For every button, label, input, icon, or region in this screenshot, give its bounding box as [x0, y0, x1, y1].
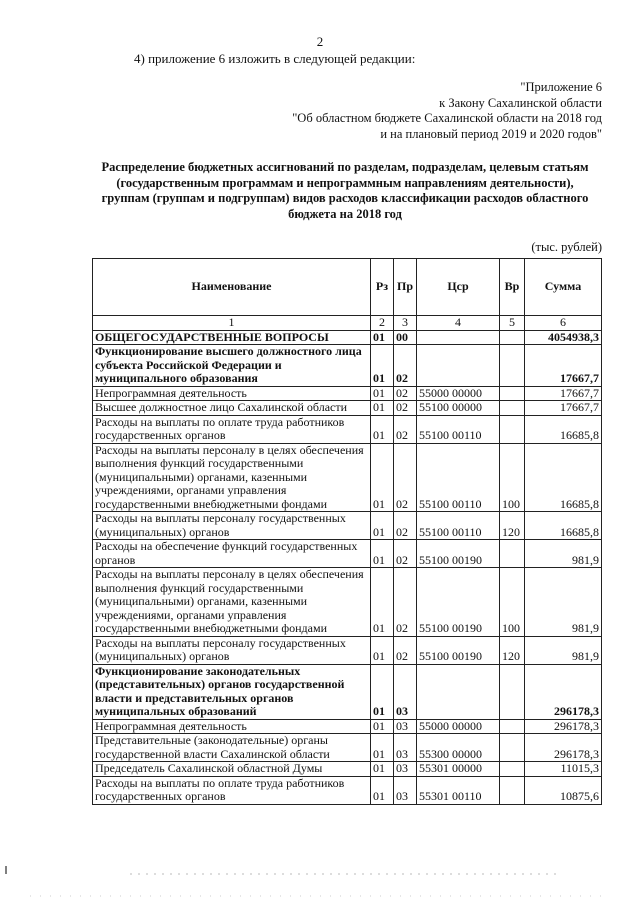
- cell-pr: 02: [394, 636, 417, 664]
- cell-rz: 01: [371, 330, 394, 345]
- appendix-reference: [292, 80, 602, 142]
- cell-sum: 16685,8: [525, 512, 602, 540]
- cell-csr: 55100 00110: [417, 443, 500, 512]
- cell-csr: 55100 00000: [417, 401, 500, 416]
- units-label: (тыс. рублей): [531, 240, 602, 254]
- header-pr: Пр: [394, 259, 417, 316]
- cell-vr: [500, 664, 525, 719]
- cell-rz: 01: [371, 762, 394, 777]
- cell-name: Расходы на выплаты персоналу государственных (муниципальных) органов: [93, 636, 371, 664]
- cell-rz: 01: [371, 512, 394, 540]
- table-row: [93, 443, 602, 512]
- cell-name: Расходы на выплаты персоналу в целях обеспечения выполнения функций государственными (муниципальными) органами, казенными учреждениями, органами управления государственными внебюджетными фондами: [93, 568, 371, 637]
- column-number: 2: [371, 316, 394, 331]
- header-sum: Сумма: [525, 259, 602, 316]
- header-vr: Вр: [500, 259, 525, 316]
- cell-vr: [500, 386, 525, 401]
- cell-sum: 296178,3: [525, 734, 602, 762]
- column-number-row: [93, 316, 602, 331]
- cell-csr: 55100 00110: [417, 512, 500, 540]
- cell-name: Расходы на обеспечение функций государственных органов: [93, 540, 371, 568]
- cell-pr: 03: [394, 762, 417, 777]
- appendix-line: "Об областном бюджете Сахалинской области на 2018 год: [292, 111, 602, 125]
- table-header-row: [93, 259, 602, 316]
- cell-vr: 100: [500, 568, 525, 637]
- cell-vr: [500, 540, 525, 568]
- cell-sum: 16685,8: [525, 443, 602, 512]
- table-row: [93, 664, 602, 719]
- cell-sum: 17667,7: [525, 345, 602, 387]
- cell-rz: 01: [371, 386, 394, 401]
- table-row: [93, 401, 602, 416]
- cell-csr: 55100 00190: [417, 568, 500, 637]
- cell-vr: 120: [500, 636, 525, 664]
- column-number: 1: [93, 316, 371, 331]
- cell-csr: 55300 00000: [417, 734, 500, 762]
- title-line: (государственным программам и непрограммным направлениям деятельности),: [116, 175, 574, 190]
- cell-vr: 120: [500, 512, 525, 540]
- cell-pr: 03: [394, 776, 417, 804]
- intro-text: 4) приложение 6 изложить в следующей редакции:: [134, 51, 416, 66]
- cell-rz: 01: [371, 776, 394, 804]
- cell-rz: 01: [371, 540, 394, 568]
- cell-sum: 296178,3: [525, 719, 602, 734]
- title-line: Распределение бюджетных ассигнований по разделам, подразделам, целевым статьям: [101, 160, 589, 174]
- scan-artifacts: [0, 862, 640, 902]
- cell-name: Расходы на выплаты персоналу в целях обеспечения выполнения функций государственными (муниципальными) органами, казенными учреждениями, органами управления государственными внебюджетными фондами: [93, 443, 371, 512]
- header-rz: Рз: [371, 259, 394, 316]
- cell-pr: 02: [394, 540, 417, 568]
- cell-pr: 02: [394, 568, 417, 637]
- cell-pr: 02: [394, 415, 417, 443]
- cell-name: Функционирование высшего должностного лица субъекта Российской Федерации и муниципального образования: [93, 345, 371, 387]
- cell-rz: 01: [371, 415, 394, 443]
- cell-rz: 01: [371, 443, 394, 512]
- cell-pr: 02: [394, 443, 417, 512]
- cell-sum: 17667,7: [525, 386, 602, 401]
- table-row: [93, 719, 602, 734]
- cell-sum: 16685,8: [525, 415, 602, 443]
- header-csr: Цср: [417, 259, 500, 316]
- page-number: 2: [316, 34, 324, 49]
- cell-rz: 01: [371, 734, 394, 762]
- table-row: [93, 540, 602, 568]
- cell-name: Расходы на выплаты по оплате труда работников государственных органов: [93, 415, 371, 443]
- column-number: 4: [417, 316, 500, 331]
- column-number: 5: [500, 316, 525, 331]
- cell-vr: 100: [500, 443, 525, 512]
- table-row: [93, 762, 602, 777]
- cell-csr: [417, 330, 500, 345]
- cell-csr: 55000 00000: [417, 719, 500, 734]
- header-name: Наименование: [93, 259, 371, 316]
- cell-sum: 17667,7: [525, 401, 602, 416]
- cell-pr: 03: [394, 719, 417, 734]
- cell-csr: 55100 00110: [417, 415, 500, 443]
- table-row: [93, 512, 602, 540]
- cell-csr: 55301 00000: [417, 762, 500, 777]
- cell-sum: 981,9: [525, 540, 602, 568]
- cell-rz: 01: [371, 568, 394, 637]
- table-row: [93, 345, 602, 387]
- table-row: [93, 415, 602, 443]
- cell-name: Непрограммная деятельность: [93, 719, 371, 734]
- cell-vr: [500, 776, 525, 804]
- cell-rz: 01: [371, 719, 394, 734]
- column-number: 3: [394, 316, 417, 331]
- cell-csr: 55100 00190: [417, 540, 500, 568]
- cell-pr: 00: [394, 330, 417, 345]
- cell-sum: 981,9: [525, 568, 602, 637]
- cell-rz: 01: [371, 664, 394, 719]
- cell-csr: [417, 345, 500, 387]
- cell-pr: 03: [394, 664, 417, 719]
- table-row: [93, 386, 602, 401]
- table-row: [93, 734, 602, 762]
- table-row: [93, 568, 602, 637]
- cell-name: Расходы на выплаты по оплате труда работников государственных органов: [93, 776, 371, 804]
- title-line: бюджета на 2018 год: [288, 206, 402, 221]
- appendix-line: к Закону Сахалинской области: [439, 95, 602, 110]
- table-row: [93, 776, 602, 804]
- budget-table: [92, 258, 602, 805]
- cell-pr: 02: [394, 386, 417, 401]
- appendix-line: "Приложение 6: [520, 80, 602, 94]
- cell-sum: 11015,3: [525, 762, 602, 777]
- cell-vr: [500, 762, 525, 777]
- cell-name: Высшее должностное лицо Сахалинской области: [93, 401, 371, 416]
- title-line: группам (группам и подгруппам) видов расходов классификации расходов областного: [101, 191, 589, 205]
- cell-rz: 01: [371, 345, 394, 387]
- cell-vr: [500, 415, 525, 443]
- cell-sum: 10875,6: [525, 776, 602, 804]
- column-number: 6: [525, 316, 602, 331]
- cell-pr: 02: [394, 345, 417, 387]
- cell-rz: 01: [371, 401, 394, 416]
- cell-pr: 02: [394, 401, 417, 416]
- appendix-line: и на плановый период 2019 и 2020 годов": [380, 126, 602, 141]
- cell-csr: 55000 00000: [417, 386, 500, 401]
- cell-vr: [500, 734, 525, 762]
- cell-rz: 01: [371, 636, 394, 664]
- table-row: [93, 330, 602, 345]
- cell-pr: 02: [394, 512, 417, 540]
- cell-name: Представительные (законодательные) органы государственной власти Сахалинской области: [93, 734, 371, 762]
- cell-vr: [500, 719, 525, 734]
- cell-vr: [500, 330, 525, 345]
- document-title: [80, 160, 610, 222]
- cell-csr: [417, 664, 500, 719]
- cell-vr: [500, 345, 525, 387]
- cell-name: ОБЩЕГОСУДАРСТВЕННЫЕ ВОПРОСЫ: [93, 330, 371, 345]
- cell-pr: 03: [394, 734, 417, 762]
- cell-name: Председатель Сахалинской областной Думы: [93, 762, 371, 777]
- cell-sum: 296178,3: [525, 664, 602, 719]
- cell-name: Непрограммная деятельность: [93, 386, 371, 401]
- cell-sum: 4054938,3: [525, 330, 602, 345]
- cell-name: Расходы на выплаты персоналу государственных (муниципальных) органов: [93, 512, 371, 540]
- cell-name: Функционирование законодательных (представительных) органов государственной власти и представительных органов муниципальных образований: [93, 664, 371, 719]
- cell-sum: 981,9: [525, 636, 602, 664]
- cell-csr: 55100 00190: [417, 636, 500, 664]
- cell-vr: [500, 401, 525, 416]
- cell-csr: 55301 00110: [417, 776, 500, 804]
- table-row: [93, 636, 602, 664]
